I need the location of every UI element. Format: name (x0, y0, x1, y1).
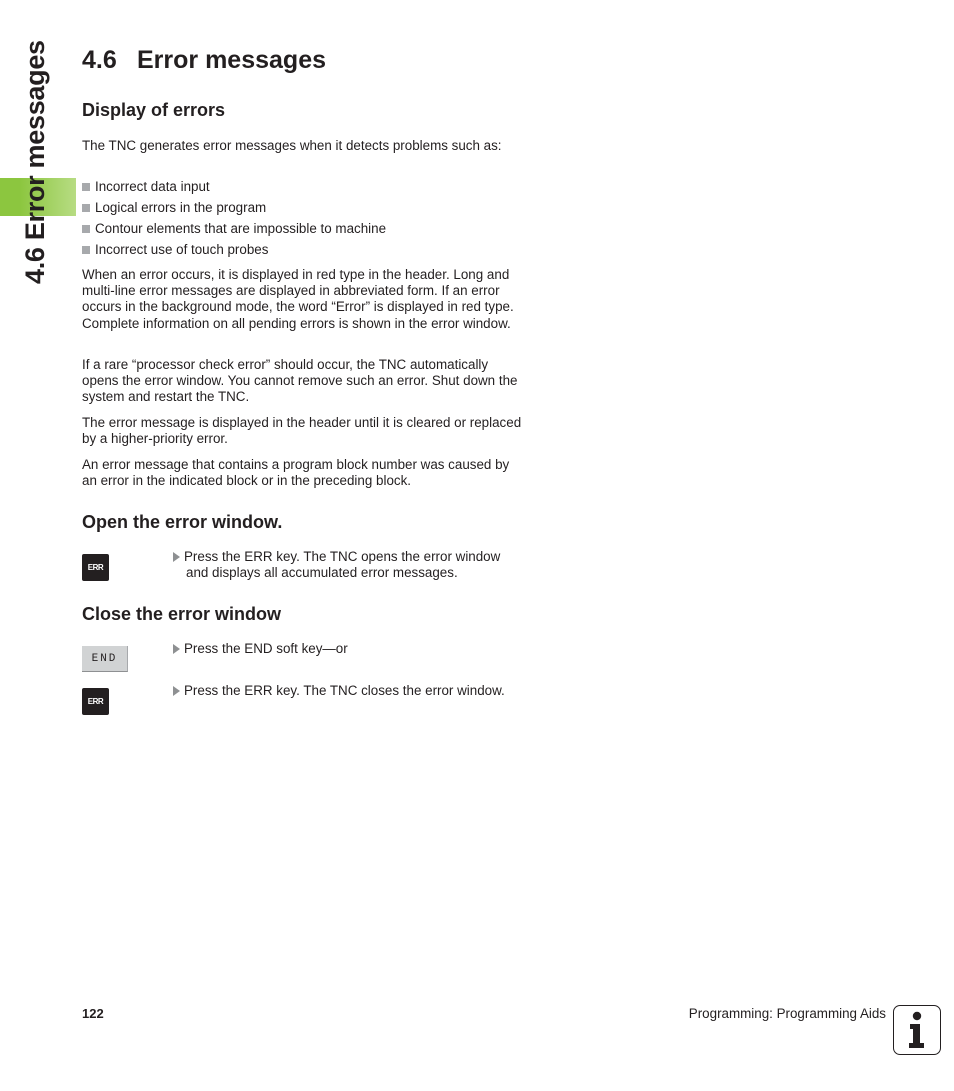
open-step: Press the ERR key. The TNC opens the error window and displays all accumulated error messages. (173, 549, 533, 581)
close-step-softkey: Press the END soft key—or (173, 641, 533, 657)
info-icon (893, 1005, 941, 1055)
page-number: 122 (82, 1006, 104, 1021)
bullet-square-icon (82, 225, 90, 233)
list-item: Contour elements that are impossible to machine (82, 221, 386, 237)
body-paragraph: If a rare “processor check error” should occur, the TNC automatically opens the error window. You cannot remove such an error. Shut down the system and restart the TNC. (82, 357, 518, 405)
info-glyph (905, 1011, 929, 1049)
intro-paragraph: The TNC generates error messages when it detects problems such as: (82, 138, 502, 153)
close-step-key: Press the ERR key. The TNC closes the error window. (173, 683, 533, 699)
close-window-heading: Close the error window (82, 604, 282, 624)
side-tab-label: 4.6 Error messages (20, 40, 50, 284)
display-errors-heading: Display of errors (82, 100, 226, 120)
bullet-square-icon (82, 204, 90, 212)
body-paragraph: An error message that contains a program block number was caused by an error in the indicated block or in the preceding block. (82, 457, 510, 489)
list-item: Logical errors in the program (82, 200, 266, 216)
list-item: Incorrect data input (82, 179, 210, 195)
err-key-icon: ERR (82, 554, 109, 581)
arrow-right-icon (173, 644, 180, 654)
list-item: Incorrect use of touch probes (82, 242, 268, 258)
arrow-right-icon (173, 552, 180, 562)
bullet-square-icon (82, 183, 90, 191)
section-title: Error messages (137, 46, 327, 74)
body-paragraph: The error message is displayed in the header until it is cleared or replaced by a higher-priority error. (82, 415, 522, 447)
arrow-right-icon (173, 686, 180, 696)
section-number: 4.6 (82, 46, 117, 74)
open-window-heading: Open the error window. (82, 512, 283, 532)
page-title (82, 46, 326, 75)
end-softkey-icon: END (82, 646, 128, 672)
chapter-title: Programming: Programming Aids (688, 1006, 886, 1021)
err-key-icon: ERR (82, 688, 109, 715)
bullet-square-icon (82, 246, 90, 254)
body-paragraph: When an error occurs, it is displayed in red type in the header. Long and multi-line error messages are displayed in abbreviated form. If an error occurs in the background mode, the word “Error” is displayed in red type. Complete information on all pending errors is shown in the error window. (82, 267, 514, 331)
